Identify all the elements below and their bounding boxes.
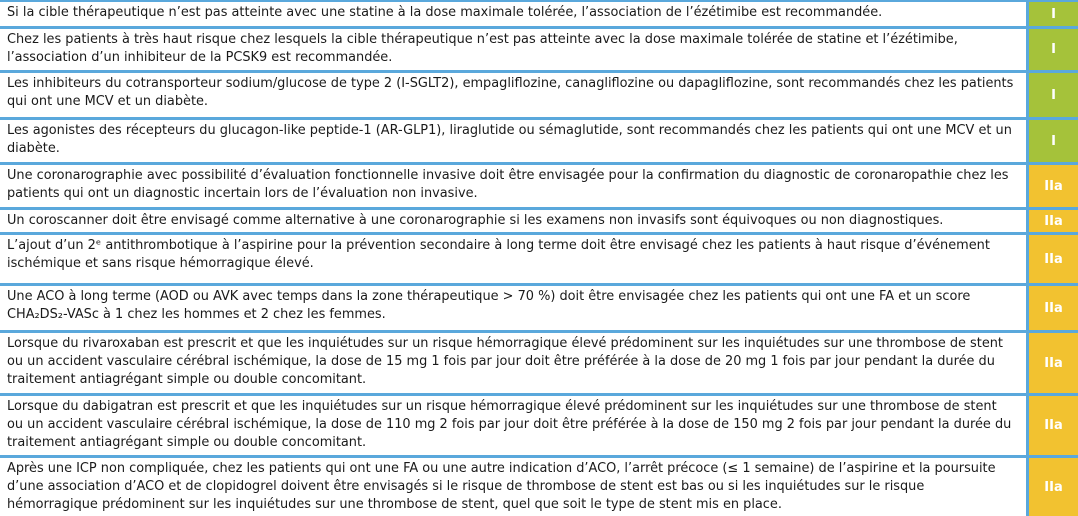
recommendation-text (0, 458, 1026, 516)
class-badge: IIa (1029, 165, 1078, 207)
class-badge: I (1029, 120, 1078, 162)
recommendation-line: Si la cible thérapeutique n’est pas atteinte avec une statine à la dose maximale tolérée, l’association de l’ézétimibe est recommandée. (7, 5, 883, 20)
class-badge: I (1029, 29, 1078, 70)
recommendation-row (0, 235, 1078, 283)
recommendation-line: Un coroscanner doit être envisagé comme alternative à une coronarographie si les examens non invasifs sont équivoques ou non diagnostiques. (7, 213, 944, 228)
class-badge: IIa (1029, 458, 1078, 516)
class-badge: IIa (1029, 396, 1078, 455)
recommendation-text (0, 286, 1026, 330)
recommendation-row (0, 2, 1078, 26)
class-badge: IIa (1029, 235, 1078, 283)
recommendation-text (0, 165, 1026, 207)
recommendation-text (0, 73, 1026, 117)
recommendation-line: diabète. (7, 141, 60, 157)
recommendation-row (0, 165, 1078, 207)
recommendation-line: hémorragique prédominent sur les inquiétudes sur une thrombose de stent, quel que soit le type de stent mis en place. (7, 497, 782, 513)
recommendation-line: ischémique et sans risque hémorragique élevé. (7, 256, 314, 272)
recommendation-text (0, 120, 1026, 162)
recommendation-row (0, 210, 1078, 232)
recommendation-line: Lorsque du dabigatran est prescrit et que les inquiétudes sur un risque hémorragique élevé prédominent sur les inquiétudes sur une thrombose de stent (7, 399, 997, 414)
recommendation-line: L’ajout d’un 2ᵉ antithrombotique à l’aspirine pour la prévention secondaire à long terme doit être envisagé chez les patients à haut risque d’événement (7, 238, 990, 253)
recommendation-line: Chez les patients à très haut risque chez lesquels la cible thérapeutique n’est pas atteinte avec la dose maximale tolérée de statine et l’ézétimibe, (7, 32, 958, 47)
recommendation-row (0, 396, 1078, 455)
recommendation-line: qui ont une MCV et un diabète. (7, 94, 209, 110)
recommendation-line: Une ACO à long terme (AOD ou AVK avec temps dans la zone thérapeutique > 70 %) doit être envisagée chez les patients qui ont une FA et un score (7, 289, 971, 304)
recommendation-row (0, 333, 1078, 393)
recommendation-row (0, 73, 1078, 117)
recommendation-row (0, 29, 1078, 70)
recommendation-text (0, 235, 1026, 283)
recommendation-line: l’association d’un inhibiteur de la PCSK9 est recommandée. (7, 50, 393, 66)
recommendation-text (0, 396, 1026, 455)
recommendation-line: Les agonistes des récepteurs du glucagon-like peptide-1 (AR-GLP1), liraglutide ou sémaglutide, sont recommandés chez les patients qui ont une MCV et un (7, 123, 1012, 138)
class-badge: IIa (1029, 333, 1078, 393)
recommendation-line: Une coronarographie avec possibilité d’évaluation fonctionnelle invasive doit être envisagée pour la confirmation du diagnostic de coronaropathie chez les (7, 168, 1009, 183)
recommendation-text (0, 333, 1026, 393)
recommendation-text (0, 2, 1026, 26)
recommendation-line: Les inhibiteurs du cotransporteur sodium/glucose de type 2 (I-SGLT2), empagliflozine, canagliflozine ou dapagliflozine, sont recommandés chez les patients (7, 76, 1014, 91)
recommendation-line: traitement antiagrégant simple ou double concomitant. (7, 435, 367, 451)
recommendation-line: Après une ICP non compliquée, chez les patients qui ont une FA ou une autre indication d’ACO, l’arrêt précoce (≤ 1 semaine) de l’aspirine et la poursuite (7, 461, 996, 476)
recommendation-line: patients qui ont un diagnostic incertain lors de l’évaluation non invasive. (7, 186, 478, 202)
recommendation-line: d’une association d’ACO et de clopidogrel doivent être envisagés si le risque de thrombose de stent est bas ou si les inquiétudes sur le risque (7, 479, 925, 495)
class-badge: I (1029, 2, 1078, 26)
recommendation-line: ou un accident vasculaire cérébral ischémique, la dose de 110 mg 2 fois par jour doit être préférée à la dose de 150 mg 2 fois par jour pendant la durée du (7, 417, 1012, 433)
class-badge: IIa (1029, 286, 1078, 330)
recommendation-text (0, 29, 1026, 70)
recommendation-text (0, 210, 1026, 232)
recommendation-line: Lorsque du rivaroxaban est prescrit et que les inquiétudes sur un risque hémorragique élevé prédominent sur les inquiétudes sur une thrombose de stent (7, 336, 1003, 351)
class-badge: I (1029, 73, 1078, 117)
recommendation-line: traitement antiagrégant simple ou double concomitant. (7, 372, 367, 388)
recommendation-line: ou un accident vasculaire cérébral ischémique, la dose de 15 mg 1 fois par jour doit être préférée à la dose de 20 mg 1 fois par jour pendant la durée du (7, 354, 995, 370)
recommendation-line: CHA₂DS₂-VASc à 1 chez les hommes et 2 chez les femmes. (7, 307, 386, 323)
class-badge: IIa (1029, 210, 1078, 232)
recommendation-row (0, 458, 1078, 516)
recommendation-row (0, 120, 1078, 162)
recommendation-row (0, 286, 1078, 330)
